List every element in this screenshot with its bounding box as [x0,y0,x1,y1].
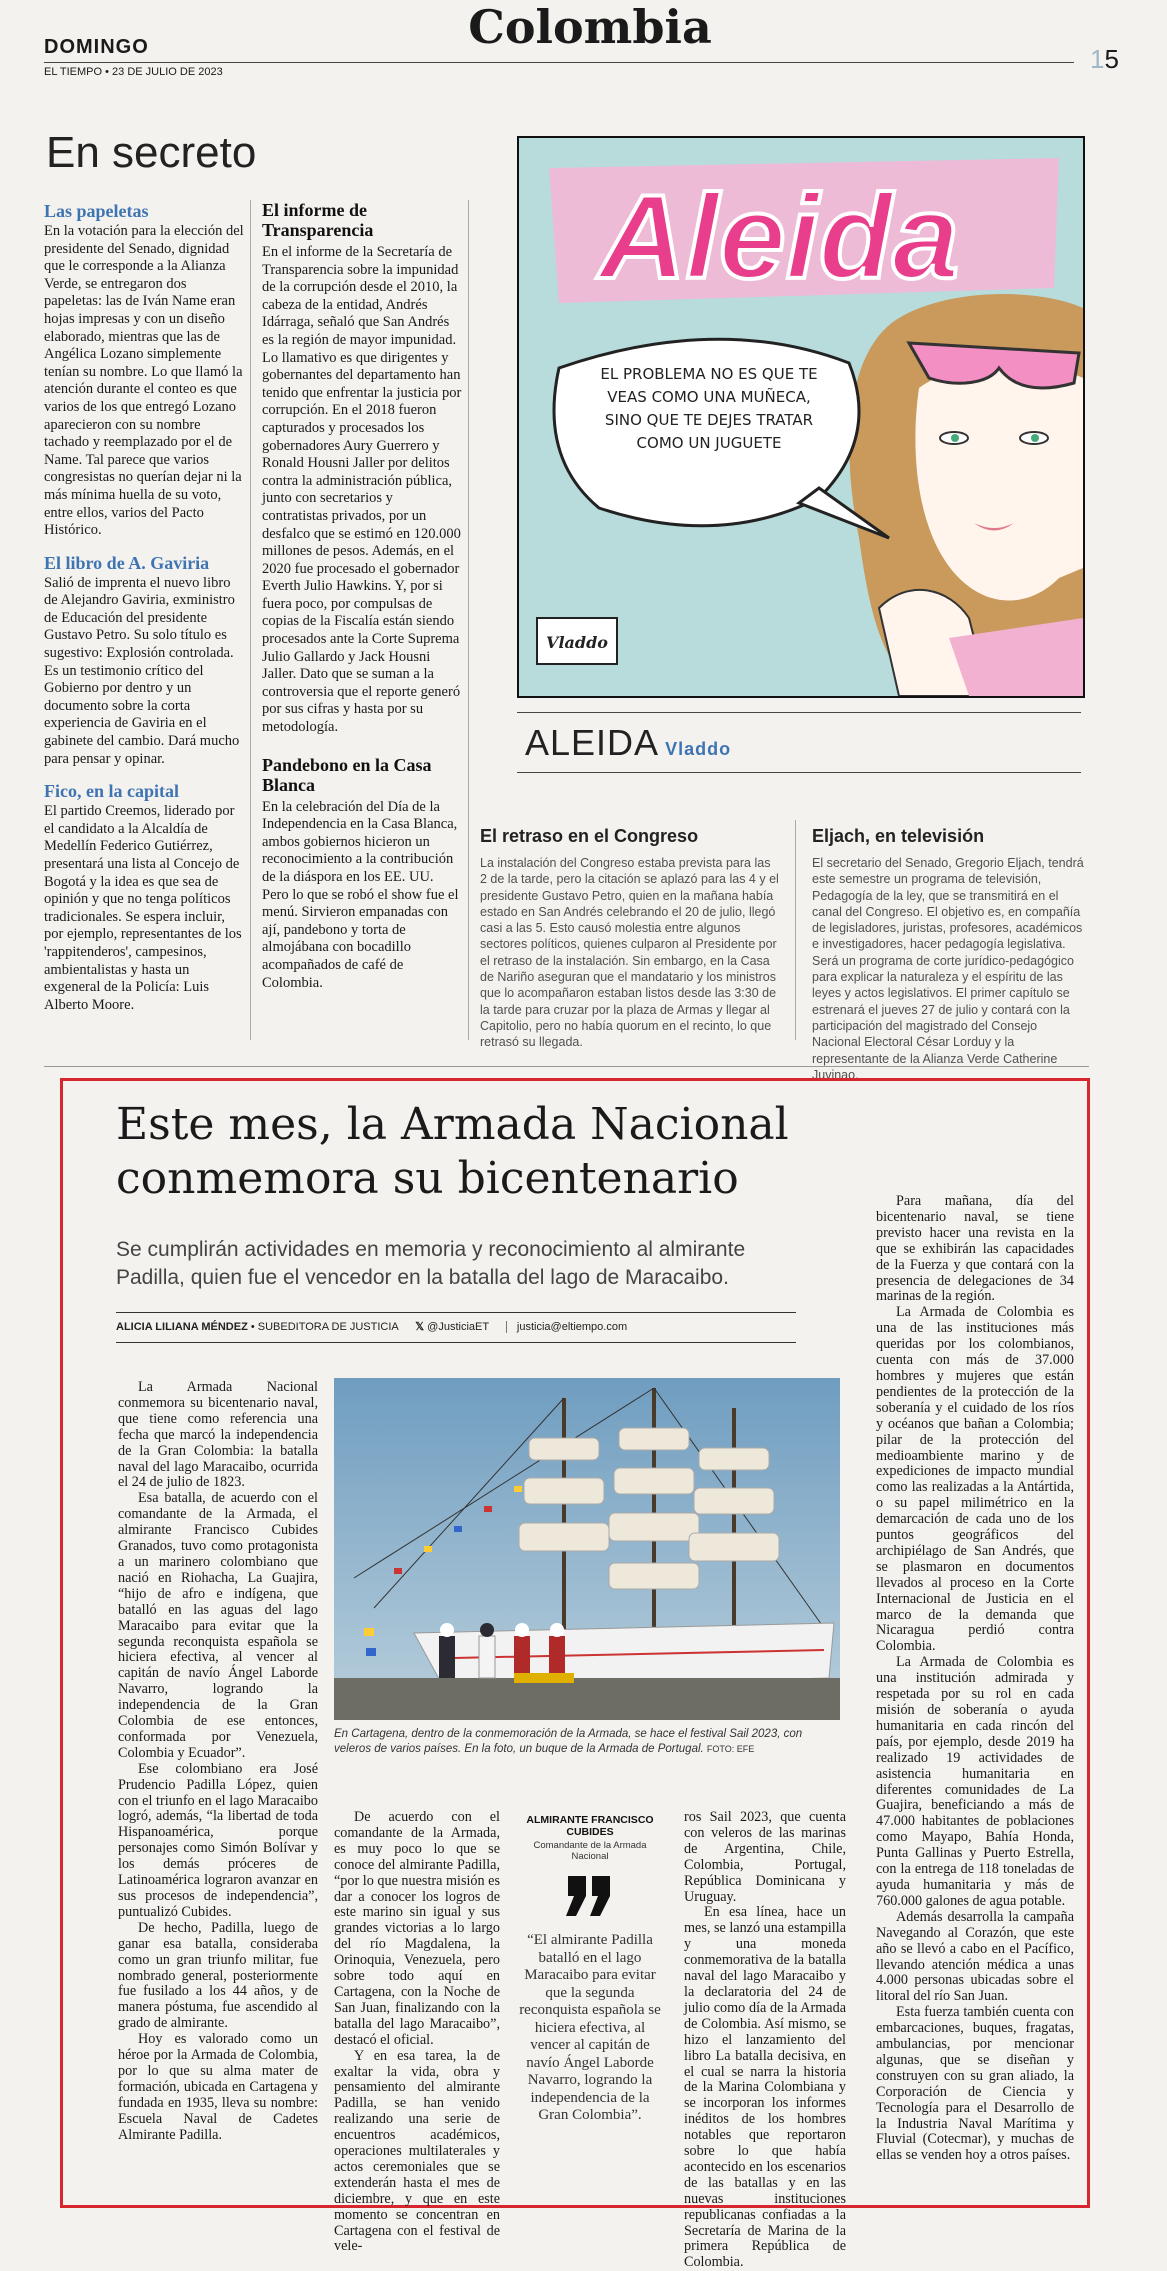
item-headline: El retraso en el Congreso [480,826,699,846]
item-text: En la celebración del Día de la Independencia en la Casa Blanca, ambos gobiernos hicieron un reconocimiento a la contribución de la diáspora en los EE. UU. Pero lo que se robó el show fue el menú. Sirvieron empanadas con ají, pandebono y torta de almojábana con bocadillo acompañados de café de Colombia. [262,798,459,991]
item-headline: Las papeletas [44,201,149,221]
article-column-2 [334,1810,500,2255]
article-column-4 [876,1194,1074,2164]
article-subtitle: Se cumplirán actividades en memoria y reconocimiento al almirante Padilla, quien fue el vencedor en la batalla del lago de Maracaibo. [116,1238,746,1289]
congreso-item [480,826,780,1051]
page-digit: 5 [1104,44,1119,74]
paragraph: La Armada Nacional conmemora su bicentenario naval, que tiene como referencia una fecha que marcó la independencia de la Gran Colombia: la batalla naval del lago Maracaibo, ocurrida el 24 de julio de 1823. [118,1379,318,1491]
section-separator [44,1066,1089,1067]
quote-author-role: Comandante de la Armada Nacional [533,1840,647,1862]
item-headline: Eljach, en televisión [812,826,985,846]
secreto-item [262,755,462,993]
article-headline: Este mes, la Armada Nacional conmemora su bicentenario [116,1099,789,1204]
item-text: Salió de imprenta el nuevo libro de Alejandro Gaviria, exministro de Educación del presidente Gustavo Petro. Su solo título es sugestivo: Explosión controlada. Es un testimonio crítico del Gobierno por dentro y un documento sobre la corta experiencia de Gaviria en el gabinete del cambio. Dará mucho para pensar y opinar. [44,574,240,767]
secreto-item [44,202,244,540]
column-divider [468,200,469,1040]
byline [116,1320,627,1333]
comic-caption-author: Vladdo [665,739,732,759]
quote-text: “El almirante Padilla batalló en el lago Maracaibo para evitar que la segunda reconquista española se hiciera efectiva, al vencer al capitán de navío Ángel Laborde Navarro, logrando la independencia de la Gran Colombia”. [519,1932,661,2123]
photo-credit: FOTO: EFE [706,1744,755,1754]
page-number [1090,44,1119,75]
comic-title: Aleida [598,170,960,304]
header-day: DOMINGO [44,36,149,58]
secreto-column-2 [262,200,462,992]
paragraph: Esta fuerza también cuenta con embarcaciones, buques, fragatas, ambulancias, por mencionar algunas, que se diseñan y construyen con su gran aliado, la Corporación de Ciencia y Tecnología para el Desarrollo de la Industria Naval Marítima y Fluvial (Cotecmar), y muchas de ellas se venden hoy a otros países. [876,2004,1074,2164]
header-rule [44,62,1074,63]
item-headline: El informe de Transparencia [262,200,374,240]
comic-signature: Vladdo [546,633,608,652]
secreto-column-1 [44,202,244,1014]
secreto-item [44,554,244,769]
header-date: EL TIEMPO • 23 DE JULIO DE 2023 [44,66,223,78]
item-headline: El libro de A. Gaviria [44,552,210,573]
article-column-3 [684,1810,846,2271]
page-prefix: 1 [1090,44,1105,74]
section-title: Colombia [468,0,712,54]
article-column-1 [118,1380,318,2144]
item-headline: Fico, en la capital [44,781,179,802]
comic-strip [517,136,1085,698]
paragraph: ros Sail 2023, que cuenta con veleros de las marinas de Argentina, Chile, Colombia, Portugal, República Dominicana y Uruguay. [684,1809,846,1905]
photo-caption [334,1727,840,1757]
paragraph: En esa línea, hace un mes, se lanzó una estampilla y una moneda conmemorativa de la batalla naval del lago Maracaibo y la declaratoria del 24 de julio como día de la Armada de Colombia. Así mismo, se hizo el lanzamiento del libro La batalla decisiva, en el cual se narra la historia de la Marina Colombiana y se incorporan los informes inéditos de los hombres notables que reportaron sobre lo que había acontecido en los escenarios de las batallas y en las nuevas instituciones republicanas confiadas a la Secretaría de Marina de la primera República de Colombia. [684,1904,846,2271]
caption-rule [517,772,1081,773]
byline-rule [116,1312,796,1313]
byline-rule [116,1342,796,1343]
paragraph: Además desarrolla la campaña Navegando al Corazón, que este año se llevó a cabo en el Pacífico, llevando atención médica a unas 4.000 personas ubicadas sobre el litoral del río San Juan. [876,1908,1074,2005]
author-role: • SUBEDITORA DE JUSTICIA [247,1321,399,1333]
paragraph: Y en esa tarea, la de exaltar la vida, obra y pensamiento del almirante Padilla, se han venido realizando una serie de encuentros académicos, operaciones multilaterales y actos ceremoniales que se extenderán hasta el mes de diciembre, y que en este momento se concentran en Cartagena con el festival de vele- [334,2047,500,2255]
paragraph: Hoy es valorado como un héroe por la Armada de Colombia, por lo que su alma mater de formación, ubicada en Cartagena y fundada en 1935, lleva su nombre: Escuela Naval de Cadetes Almirante Padilla. [118,2031,318,2143]
column-divider [795,820,796,1040]
item-text: La instalación del Congreso estaba prevista para las 2 de la tarde, pero la citación se aplazó para las 4 y el presidente Gustavo Petro, quien en la mañana había estado en San Andrés celebrando el 20 de julio, llegó casi a las 5. Esto causó molestia entre algunos sectores políticos, quienes culparon al Presidente por el retraso de la instalación. Sin embargo, en la Casa de Nariño aseguran que el mandatario y los ministros que lo acompañaron estaban listos desde las 3:30 de la tarde para cruzar por la plaza de Armas y llegar al Capitolio, pero no había quorum en el recinto, lo que retrasó su llegada. [480,856,779,1050]
author-name: ALICIA LILIANA MÉNDEZ [116,1321,248,1333]
comic-illustration [519,138,1083,696]
tall-ship-image [334,1378,840,1720]
secreto-title: En secreto [46,128,257,177]
comic-caption-title: ALEIDA [525,722,660,763]
caption-rule [517,712,1081,713]
paragraph: Esa batalla, de acuerdo con el comandante de la Armada, el almirante Francisco Cubides Granados, tuvo como protagonista a un marinero colombiano que nació en Riohacha, La Guajira, “hijo de afro e indígena, que batalló en las aguas del lago Maracaibo para evitar que la segunda reconquista española se hiciera efectiva, al vencer al capitán de navío Ángel Laborde Navarro, logrando la independencia de la Gran Colombia de ese entonces, conformada por Venezuela, Colombia y Ecuador”. [118,1490,318,1761]
item-text: En la votación para la elección del presidente del Senado, dignidad que le corresponde a la Alianza Verde, se entregaron dos papeletas: las de Iván Name eran hojas impresas y con un diseño elaborado, mientras que las de Angélica Lozano simplemente tenían su nombre. Lo que llamó la atención durante el conteo es que varios de los que entregó Lozano aparecieron con su nombre tachado y reemplazado por el de Name. Tal parece que varios congresistas no querían dejar ni la más mínima huella de su voto, entre ellos, varios del Pacto Histórico. [44,223,244,539]
paragraph: Para mañana, día del bicentenario naval, se tiene previsto hacer una revista en la que se exhibirán las capacidades de la Fuerza y que contará con la presencia de delegaciones de 34 marinas de la región. [876,1193,1074,1305]
quote-author: ALMIRANTE FRANCISCO CUBIDES [526,1814,654,1838]
twitter-icon: 𝕏 [415,1321,425,1333]
paragraph: De acuerdo con el comandante de la Armada, es muy poco lo que se conoce del almirante Padilla, “por lo que nuestra misión es dar a conocer los logros de este marino sin igual y sus grandes victorias a lo largo del río Magdalena, la Orinoquia, Venezuela, pero sobre todo aquí en Cartagena, con la Noche de San Juan, finalizando con la batalla del lago Maracaibo”, destacó el oficial. [334,1809,500,2048]
author-email: justicia@eltiempo.com [506,1321,627,1333]
speech-bubble: EL PROBLEMA NO ES QUE TE VEAS COMO UNA MUÑECA, SINO QUE TE DEJES TRATAR COMO UN JUGUETE [600,365,818,452]
paragraph: La Armada de Colombia es una de las instituciones más queridas por los colombianos, cuenta con más de 37.000 hombres y mujeres que están pendientes de la protección de la soberanía y el cuidado de los ríos y océanos que bañan a Colombia; pilar de la protección del medioambiente marino y de expediciones de impacto mundial como las realizadas a la Antártida, o su papel milimétrico en la demarcación de cada uno de los puntos geográficos del archipiélago de San Andrés, que se plasmaron en documentos llevados al proceso en la Corte Internacional de Justicia en el marco de la demanda que Nicaragua perdió contra Colombia. [876,1304,1074,1655]
secreto-item [44,782,244,1014]
paragraph: Ese colombiano era José Prudencio Padilla López, quien con el triunfo en el lago Maracaibo logró, además, “la libertad de toda Hispanoamérica, porque personajes como Simón Bolívar y los demás próceres de Latinoamérica lograron avanzar en sus procesos de independencia”, puntualizó Cubides. [118,1760,318,1920]
photo-caption-text: En Cartagena, dentro de la conmemoración de la Armada, se hace el festival Sail 2023, con veleros de varios países. En la foto, un buque de la Armada de Portugal. [334,1728,803,1755]
column-divider [250,200,251,1040]
paragraph: La Armada de Colombia es una institución admirada y respetada por su rol en cada misión de soberanía o ayuda humanitaria en cada rincón del país, por ejemplo, desde 2019 ha realizado 19 actividades de asistencia humanitaria en diferentes comunidades de La Guajira, beneficiando a más de 47.000 habitantes de poblaciones como Mayapo, Bahía Honda, Punta Gallinas y Puerto Estrella, con la entrega de 118 toneladas de ayuda humanitaria y más de 760.000 galones de agua potable. [876,1654,1074,1909]
item-text: En el informe de la Secretaría de Transparencia sobre la impunidad de la corrupción desde el 2010, la cabeza de la entidad, Andrés Idárraga, señaló que San Andrés es la región de mayor impunidad. Lo llamativo es que dirigentes y gobernantes del departamento han tenido que enfrentar la justicia por corrupción. En el 2018 fueron capturados y procesados los gobernadores Aury Guerrero y Ronald Housni Jaller por delitos contra la administración pública, junto con secretarios y contratistas privados, por un desfalco que se estimó en 120.000 millones de pesos. Además, en el 2020 fue procesado el gobernador Everth Julio Hawkins. Y, por si fuera poco, por compulsas de copias de la Fiscalía están siendo procesados ante la Corte Suprema Julio Gallardo y Jack Housni Jaller. Dato que se suman a la controversia que el reporte generó por sus cifras y hasta por su metodología. [262,244,462,736]
pull-quote [514,1814,666,2125]
item-text: El partido Creemos, liderado por el candidato a la Alcaldía de Medellín Federico Gutiérrez, presentará una lista al Concejo de Bogotá y la idea es que sea de opinión y que no tenga políticos tradicionales. Se espera incluir, por ejemplo, representantes de los 'rappitenderos', campesinos, ambientalistas y hasta un exgeneral de la Policía: Luis Alberto Moore. [44,803,242,1013]
secreto-item [262,200,462,737]
twitter-handle: @JusticiaET [427,1321,489,1333]
ship-photo [334,1378,840,1720]
comic-caption [525,722,731,764]
item-text: El secretario del Senado, Gregorio Eljach, tendrá este semestre un programa de televisión, Pedagogía de la ley, que se transmitirá en el canal del Congreso. El objetivo es, en compañía de legisladores, juristas, profesores, académicos e investigadores, hacer pedagogía legislativa. Será un programa de corte jurídico-pedagógico para explicar la naturaleza y el espíritu de las leyes y actos legislativos. El primer capítulo se estrenará el jueves 27 de julio y contará con la participación del magistrado del Consejo Nacional Electoral César Lorduy y la representante de la Alianza Verde Catherine Juvinao. [812,856,1084,1082]
quote-marks-icon [562,1872,618,1920]
eljach-item [812,826,1086,1083]
paragraph: De hecho, Padilla, luego de ganar esa batalla, consideraba como un gran triunfo militar, fue nombrado general, posteriormente fue fusilado a los 44 años, y de manera póstuma, fue ascendido al grado de almirante. [118,1919,318,2032]
item-headline: Pandebono en la Casa Blanca [262,754,432,795]
